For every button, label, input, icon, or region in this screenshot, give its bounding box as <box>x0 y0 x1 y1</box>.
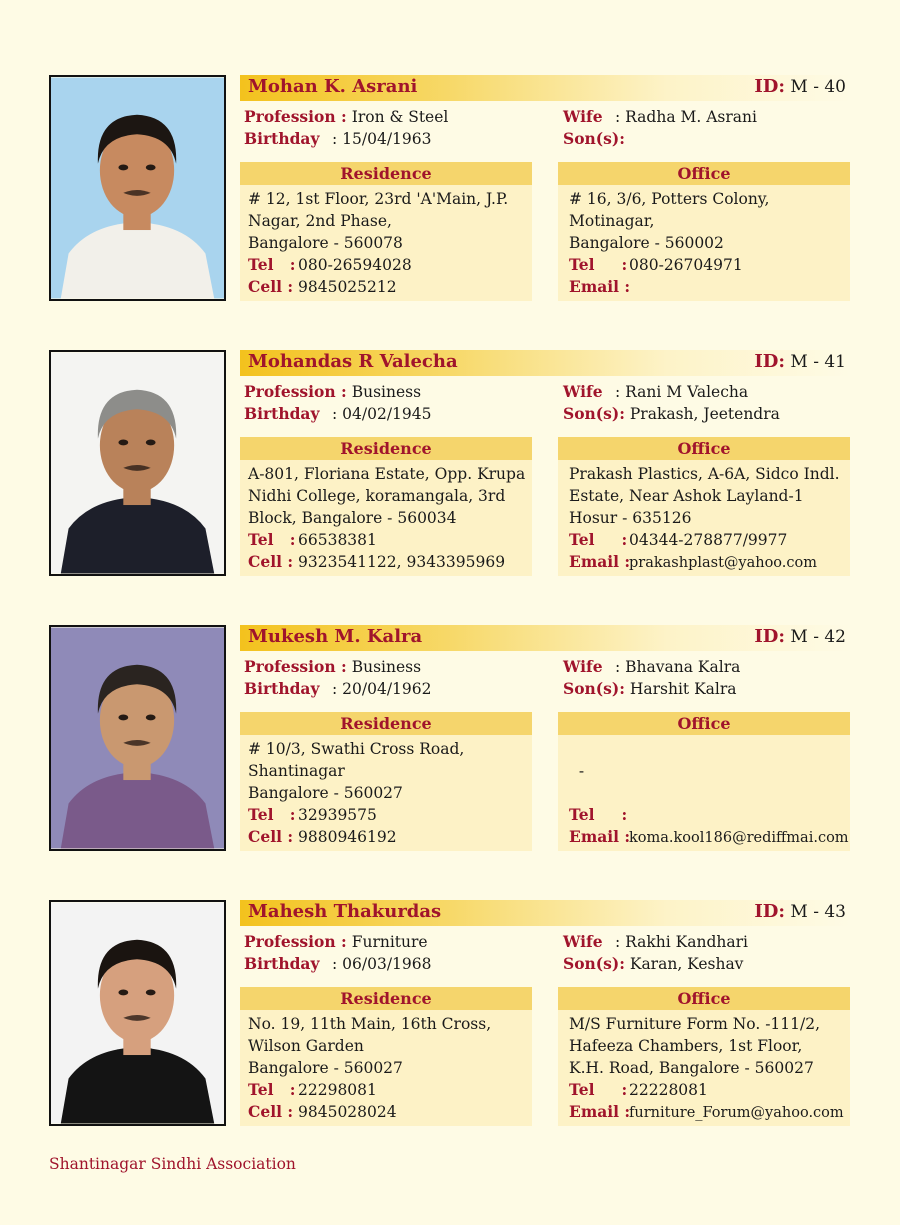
residence-body <box>240 185 532 298</box>
name-bar <box>240 900 850 926</box>
office-email-row <box>569 276 850 299</box>
office-address-line: Estate, Near Ashok Layland-1 <box>569 487 804 505</box>
birthday-row <box>244 953 432 975</box>
profession-row <box>244 381 421 403</box>
profession-value: Business <box>351 658 422 676</box>
member-photo <box>49 350 226 576</box>
residence-cell-row <box>248 551 532 573</box>
wife-value: : Rakhi Kandhari <box>615 933 748 951</box>
id-value: M - 40 <box>790 77 846 97</box>
profession-value: Furniture <box>351 933 428 951</box>
residence-body <box>240 460 532 573</box>
name-bar <box>240 350 850 376</box>
id-label: ID: <box>754 626 785 647</box>
cell-label: Cell : <box>248 1102 294 1121</box>
office-heading: Office <box>558 712 850 735</box>
wife-label: Wife <box>563 107 603 126</box>
residence-address-line: # 12, 1st Floor, 23rd 'A'Main, J.P. <box>248 190 509 208</box>
residence-address-line: Block, Bangalore - 560034 <box>248 509 457 527</box>
member-id <box>754 76 846 97</box>
residence-heading: Residence <box>240 162 532 185</box>
office-tel-row <box>569 254 850 276</box>
office-body <box>558 185 850 299</box>
office-box <box>558 162 850 301</box>
id-value: M - 41 <box>790 352 846 372</box>
office-address-line: Hafeeza Chambers, 1st Floor, <box>569 1037 803 1055</box>
residence-tel-value: 32939575 <box>298 806 377 824</box>
residence-tel-value: 66538381 <box>298 531 377 549</box>
profession-label: Profession : <box>244 657 347 676</box>
residence-cell-row <box>248 1101 532 1123</box>
office-tel-row <box>569 804 850 826</box>
wife-row <box>563 656 740 678</box>
birthday-value: : 06/03/1968 <box>332 955 432 973</box>
office-body <box>558 1010 850 1124</box>
wife-row <box>563 381 748 403</box>
member-id <box>754 626 846 647</box>
residence-address-line: Bangalore - 560027 <box>248 784 403 802</box>
profession-label: Profession : <box>244 932 347 951</box>
office-box <box>558 987 850 1126</box>
office-address-line: - <box>569 762 585 780</box>
profession-value: Iron & Steel <box>351 108 449 126</box>
profession-label: Profession : <box>244 382 347 401</box>
tel-label: Tel : <box>569 255 628 274</box>
residence-heading: Residence <box>240 712 532 735</box>
residence-address-line: Nidhi College, koramangala, 3rd <box>248 487 506 505</box>
residence-cell-value: 9323541122, 9343395969 <box>298 553 506 571</box>
profession-row <box>244 106 448 128</box>
sons-value: Prakash, Jeetendra <box>629 405 780 423</box>
email-label: Email : <box>569 827 631 846</box>
portrait-photo-icon <box>51 902 224 1124</box>
member-name: Mukesh M. Kalra <box>248 626 423 647</box>
wife-row <box>563 931 748 953</box>
residence-box <box>240 987 532 1126</box>
birthday-value: : 20/04/1962 <box>332 680 432 698</box>
cell-label: Cell : <box>248 277 294 296</box>
wife-row <box>563 106 757 128</box>
residence-cell-value: 9880946192 <box>298 828 397 846</box>
sons-row <box>563 403 780 425</box>
profession-label: Profession : <box>244 107 347 126</box>
member-id <box>754 351 846 372</box>
tel-label: Tel : <box>248 530 296 549</box>
profession-row <box>244 656 421 678</box>
id-label: ID: <box>754 901 785 922</box>
member-entry <box>0 75 900 301</box>
birthday-row <box>244 678 432 700</box>
residence-address-line: A-801, Floriana Estate, Opp. Krupa <box>248 465 526 483</box>
office-tel-value: 04344-278877/9977 <box>629 531 788 549</box>
wife-value: : Rani M Valecha <box>615 383 749 401</box>
portrait-photo-icon <box>51 352 224 574</box>
residence-box <box>240 162 532 301</box>
id-label: ID: <box>754 351 785 372</box>
sons-value: Karan, Keshav <box>629 955 744 973</box>
office-tel-value: 080-26704971 <box>629 256 743 274</box>
wife-value: : Radha M. Asrani <box>615 108 757 126</box>
residence-heading: Residence <box>240 437 532 460</box>
office-heading: Office <box>558 437 850 460</box>
office-body <box>558 460 850 574</box>
residence-box <box>240 437 532 576</box>
office-address-line <box>569 782 850 804</box>
office-email-value: prakashplast@yahoo.com <box>629 555 817 571</box>
member-entry <box>0 625 900 851</box>
sons-label: Son(s): <box>563 679 625 698</box>
profession-row <box>244 931 428 953</box>
birthday-value: : 15/04/1963 <box>332 130 432 148</box>
wife-label: Wife <box>563 657 603 676</box>
office-address-line: Motinagar, <box>569 212 655 230</box>
tel-label: Tel : <box>248 255 296 274</box>
birthday-value: : 04/02/1945 <box>332 405 432 423</box>
member-entry <box>0 350 900 576</box>
residence-address-line: Bangalore - 560027 <box>248 1059 403 1077</box>
email-label: Email : <box>569 1102 631 1121</box>
residence-address-line: No. 19, 11th Main, 16th Cross, <box>248 1015 492 1033</box>
office-address-line: # 16, 3/6, Potters Colony, <box>569 190 770 208</box>
office-address-line: Prakash Plastics, A-6A, Sidco Indl. <box>569 465 840 483</box>
birthday-row <box>244 128 432 150</box>
residence-cell-value: 9845025212 <box>298 278 397 296</box>
cell-label: Cell : <box>248 552 294 571</box>
sons-row <box>563 128 625 150</box>
office-address-line: K.H. Road, Bangalore - 560027 <box>569 1059 814 1077</box>
residence-address-line: Nagar, 2nd Phase, <box>248 212 392 230</box>
office-email-row <box>569 1101 850 1124</box>
email-label: Email : <box>569 552 631 571</box>
residence-tel-value: 22298081 <box>298 1081 377 1099</box>
office-body <box>558 735 850 849</box>
cell-label: Cell : <box>248 827 294 846</box>
residence-heading: Residence <box>240 987 532 1010</box>
name-bar <box>240 75 850 101</box>
portrait-photo-icon <box>51 77 224 299</box>
residence-tel-row <box>248 254 532 276</box>
office-tel-row <box>569 1079 850 1101</box>
residence-address-line: Shantinagar <box>248 762 345 780</box>
member-name: Mahesh Thakurdas <box>248 901 442 922</box>
id-value: M - 42 <box>790 627 846 647</box>
residence-box <box>240 712 532 851</box>
office-email-row <box>569 551 850 574</box>
office-address-line: Bangalore - 560002 <box>569 234 724 252</box>
residence-address-line: Bangalore - 560078 <box>248 234 403 252</box>
office-address-line: M/S Furniture Form No. -111/2, <box>569 1015 821 1033</box>
wife-value: : Bhavana Kalra <box>615 658 741 676</box>
office-heading: Office <box>558 162 850 185</box>
name-bar <box>240 625 850 651</box>
birthday-row <box>244 403 432 425</box>
residence-tel-row <box>248 1079 532 1101</box>
id-label: ID: <box>754 76 785 97</box>
residence-cell-row <box>248 826 532 848</box>
office-box <box>558 437 850 576</box>
residence-cell-value: 9845028024 <box>298 1103 397 1121</box>
wife-label: Wife <box>563 932 603 951</box>
id-value: M - 43 <box>790 902 846 922</box>
residence-tel-row <box>248 529 532 551</box>
member-photo <box>49 625 226 851</box>
tel-label: Tel : <box>569 1080 628 1099</box>
email-label: Email : <box>569 277 631 296</box>
wife-label: Wife <box>563 382 603 401</box>
birthday-label: Birthday <box>244 404 320 423</box>
office-email-value: furniture_Forum@yahoo.com <box>629 1105 844 1121</box>
tel-label: Tel : <box>569 805 628 824</box>
residence-body <box>240 1010 532 1123</box>
sons-label: Son(s): <box>563 954 625 973</box>
tel-label: Tel : <box>248 1080 296 1099</box>
tel-label: Tel : <box>569 530 628 549</box>
member-photo <box>49 75 226 301</box>
sons-value: Harshit Kalra <box>629 680 737 698</box>
sons-row <box>563 953 743 975</box>
office-address-line: Hosur - 635126 <box>569 509 692 527</box>
birthday-label: Birthday <box>244 679 320 698</box>
office-box <box>558 712 850 851</box>
member-photo <box>49 900 226 1126</box>
residence-tel-value: 080-26594028 <box>298 256 412 274</box>
residence-address-line: # 10/3, Swathi Cross Road, <box>248 740 465 758</box>
residence-body <box>240 735 532 848</box>
tel-label: Tel : <box>248 805 296 824</box>
birthday-label: Birthday <box>244 129 320 148</box>
sons-row <box>563 678 737 700</box>
office-tel-row <box>569 529 850 551</box>
member-id <box>754 901 846 922</box>
sons-label: Son(s): <box>563 404 625 423</box>
office-email-value: koma.kool186@rediffmai.com <box>629 830 849 846</box>
residence-address-line: Wilson Garden <box>248 1037 364 1055</box>
office-heading: Office <box>558 987 850 1010</box>
member-name: Mohan K. Asrani <box>248 76 418 97</box>
portrait-photo-icon <box>51 627 224 849</box>
residence-cell-row <box>248 276 532 298</box>
office-address-line <box>569 738 850 760</box>
sons-label: Son(s): <box>563 129 625 148</box>
profession-value: Business <box>351 383 422 401</box>
birthday-label: Birthday <box>244 954 320 973</box>
residence-tel-row <box>248 804 532 826</box>
member-name: Mohandas R Valecha <box>248 351 458 372</box>
office-tel-value: 22228081 <box>629 1081 708 1099</box>
footer-association-name: Shantinagar Sindhi Association <box>49 1155 296 1173</box>
member-entry <box>0 900 900 1126</box>
office-email-row <box>569 826 850 849</box>
